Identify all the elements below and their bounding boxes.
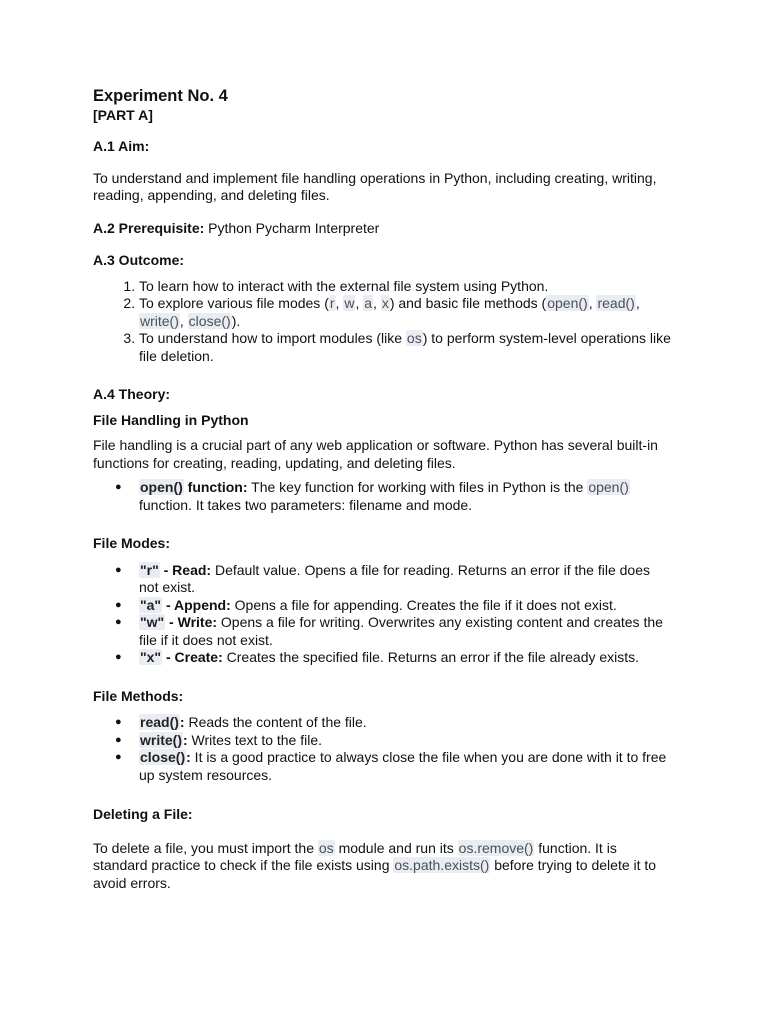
inline-code: a [364,295,373,311]
list-item: ● "r" - Read: Default value. Opens a file for reading. Returns an error if the file does not exist. [139,562,673,597]
inline-code: open() [547,295,588,311]
prerequisite-line [93,220,673,238]
part-label: [PART A] [93,107,153,123]
theory-subheading: File Handling in Python [93,411,249,428]
file-modes-list [93,562,673,667]
experiment-title: Experiment No. 4 [93,87,228,105]
list-item: 3. To understand how to import modules (like os) to perform system-level operations like file deletion. [139,330,673,365]
file-methods-list [93,714,673,784]
list-item: ● open() function: The key function for working with files in Python is the open() function. It takes two parameters: filename and mode. [139,479,673,514]
inline-code: os.path.exists() [394,857,490,873]
list-item: 2. To explore various file modes (r, w, a, x) and basic file methods (open(), read(), write(), close()). [139,295,673,330]
inline-code: "x" [140,649,162,665]
list-item: 1. To learn how to interact with the external file system using Python. [139,278,673,296]
inline-code: read() [597,295,635,311]
inline-code: close() [140,749,186,765]
inline-code: r [329,295,335,311]
deleting-file-text: To delete a file, you must import the os module and run its os.remove() function. It is standard practice to check if the file exists using os.path.exists() before trying to delete it to avoid errors. [93,839,657,891]
inline-code: "a" [140,596,162,613]
file-methods-heading: File Methods: [93,687,184,704]
theory-heading: A.4 Theory: [93,386,171,402]
inline-code: write() [140,731,182,748]
inline-code: "r" [140,561,159,578]
list-item: ● write(): Writes text to the file. [139,732,673,750]
inline-code: close() [188,312,231,329]
list-item: ● "a" - Append: Opens a file for appending. Creates the file if it does not exist. [139,597,673,615]
outcome-list [93,278,673,366]
aim-heading: A.1 Aim: [93,138,150,154]
inline-code: read() [140,714,179,730]
document-page [93,86,673,892]
deleting-file-heading: Deleting a File: [93,806,193,822]
inline-code: os.remove() [458,839,534,856]
list-item: ● "w" - Write: Opens a file for writing. Overwrites any existing content and creates the file if it does not exist. [139,614,673,649]
theory-intro: File handling is a crucial part of any web application or software. Python has several built-in functions for creating, reading, updating, and deleting files. [93,437,658,471]
aim-text: To understand and implement file handling operations in Python, including creating, writing, reading, appending, and deleting files. [93,169,657,203]
prerequisite-label: A.2 Prerequisite: [93,219,205,236]
theory-list [93,479,673,514]
inline-code: write() [140,312,179,329]
inline-code: open() [588,479,629,495]
file-modes-heading: File Modes: [93,535,171,551]
inline-code: open() [140,479,183,495]
inline-code: os [318,839,334,856]
list-item: ● "x" - Create: Creates the specified file. Returns an error if the file already exists. [139,649,673,667]
prerequisite-text: Python Pycharm Interpreter [204,219,380,236]
inline-code: "w" [140,614,165,630]
list-item: ● close(): It is a good practice to always close the file when you are done with it to free up system resources. [139,749,673,784]
inline-code: os [406,330,422,346]
list-item: ● read(): Reads the content of the file. [139,714,673,732]
outcome-heading: A.3 Outcome: [93,252,185,268]
inline-code: w [344,295,355,311]
inline-code: x [381,295,389,311]
